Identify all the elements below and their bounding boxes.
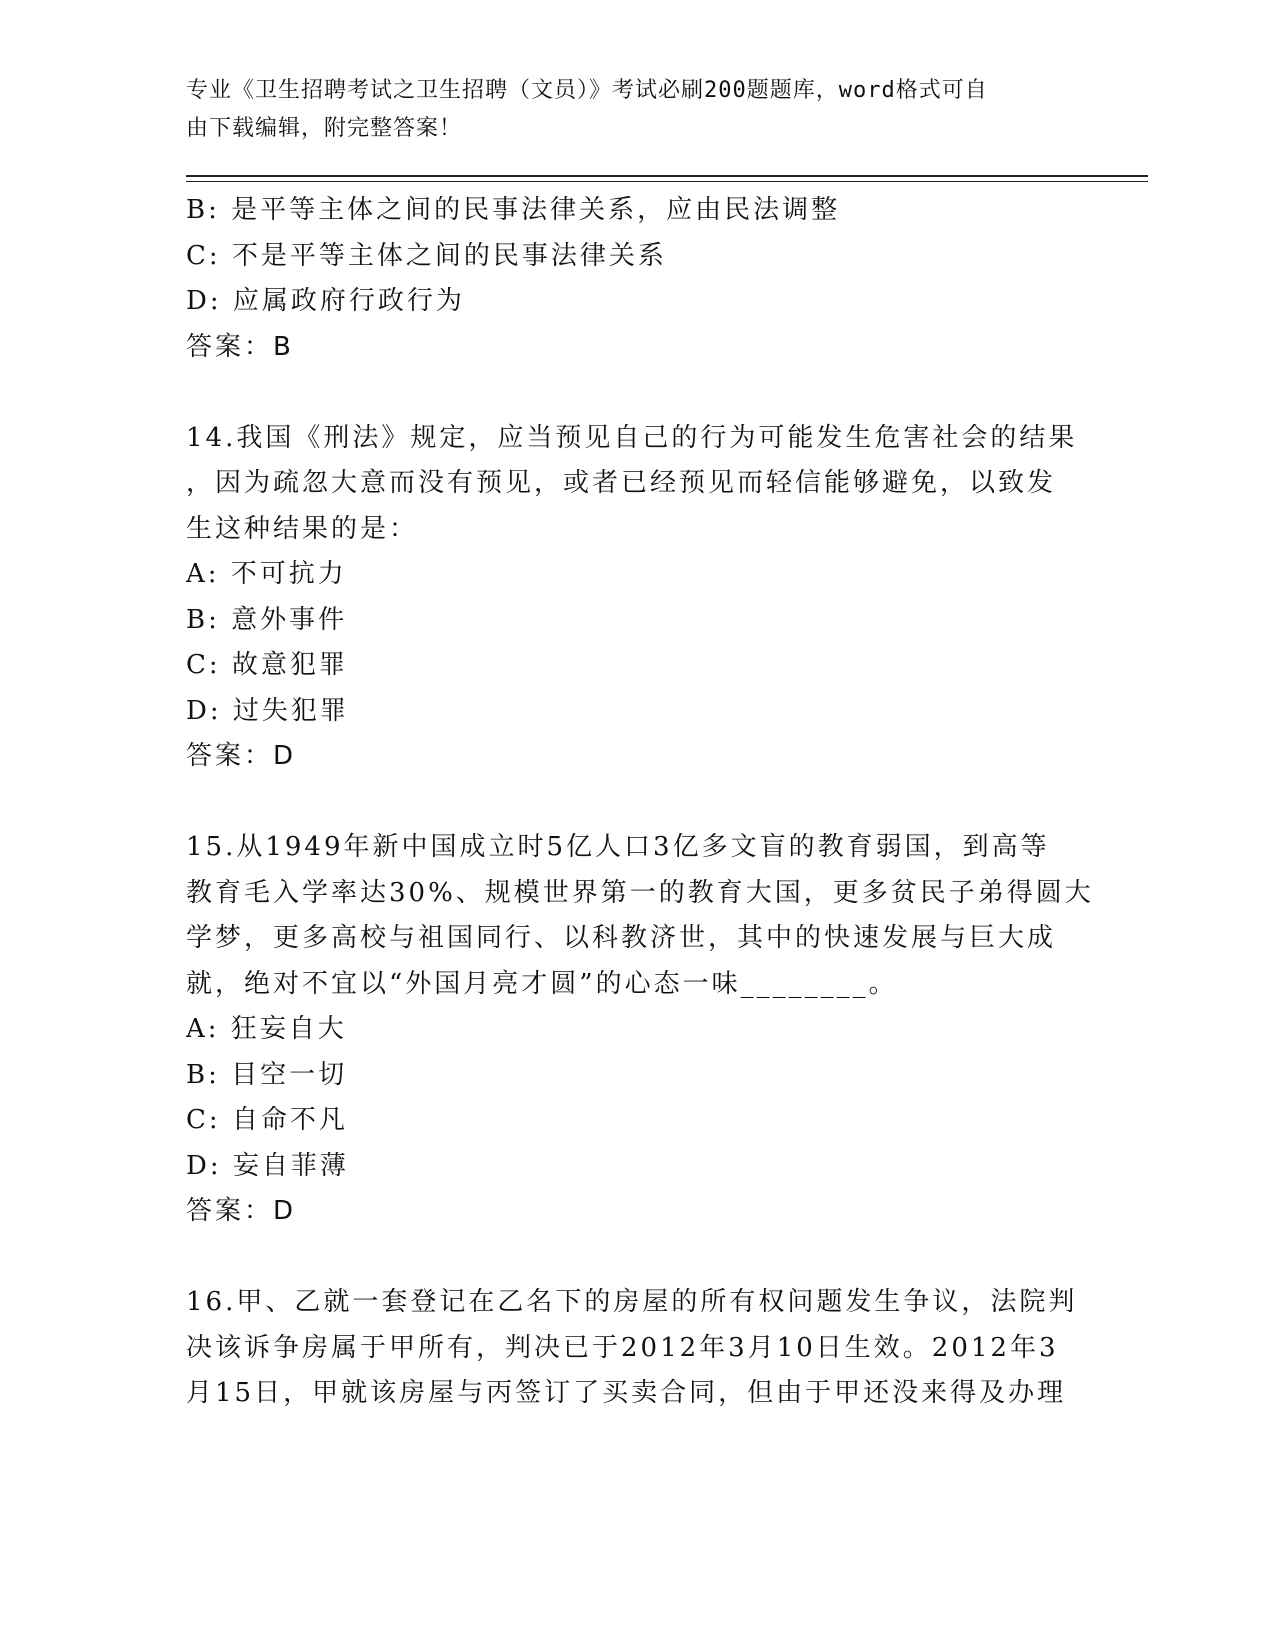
question-stem: 16.甲、乙就一套登记在乙名下的房屋的所有权问题发生争议，法院判 [186,1287,1078,1317]
question-stem: 学梦，更多高校与祖国同行、以科教济世，其中的快速发展与巨大成 [186,923,1057,953]
header-line-1: 专业《卫生招聘考试之卫生招聘（文员）》考试必刷200题题库，word格式可自 [186,78,988,103]
option-d: D: 应属政府行政行为 [186,286,465,316]
spacer [186,1235,1086,1281]
question-stem: 生这种结果的是： [186,513,419,544]
option-a: A: 不可抗力 [186,559,347,589]
spacer [186,370,1086,416]
spacer [186,780,1086,826]
question-stem: ，因为疏忽大意而没有预见，或者已经预见而轻信能够避免，以致发 [186,468,1057,498]
option-b: B: 意外事件 [186,604,348,635]
question-15 [186,825,1094,1235]
header-line-2: 由下载编辑，附完整答案！ [186,116,463,141]
option-d: D: 妄自菲薄 [186,1150,349,1181]
answer: 答案：D [186,1196,297,1226]
question-stem: 14.我国《刑法》规定，应当预见自己的行为可能发生危害社会的结果 [186,422,1078,453]
option-b: B: 是平等主体之间的民事法律关系，应由民法调整 [186,195,841,225]
question-16 [186,1280,1086,1417]
question-stem: 月15日，甲就该房屋与丙签订了买卖合同，但由于甲还没来得及办理 [186,1378,1067,1408]
page-header [186,72,1086,148]
answer: 答案：B [186,331,294,362]
option-c: C: 不是平等主体之间的民事法律关系 [186,240,667,271]
question-14 [186,416,1086,780]
question-list [186,188,1094,1417]
option-b: B: 目空一切 [186,1059,348,1090]
question-stem: 决该诉争房属于甲所有，判决已于2012年3月10日生效。2012年3 [186,1332,1059,1363]
option-d: D: 过失犯罪 [186,695,349,726]
option-c: C: 自命不凡 [186,1105,348,1135]
header-rule-thin [186,181,1148,182]
header-rule-thick [186,175,1148,177]
question-stem: 就，绝对不宜以“外国月亮才圆”的心态一味________。 [186,968,898,999]
question-13-tail [186,188,1086,370]
question-stem: 15.从1949年新中国成立时5亿人口3亿多文盲的教育弱国，到高等 [186,832,1050,862]
option-c: C: 故意犯罪 [186,650,348,680]
option-a: A: 狂妄自大 [186,1014,347,1044]
answer: 答案：D [186,741,297,771]
question-stem: 教育毛入学率达30%、规模世界第一的教育大国，更多贫民子弟得圆大 [186,877,1094,908]
